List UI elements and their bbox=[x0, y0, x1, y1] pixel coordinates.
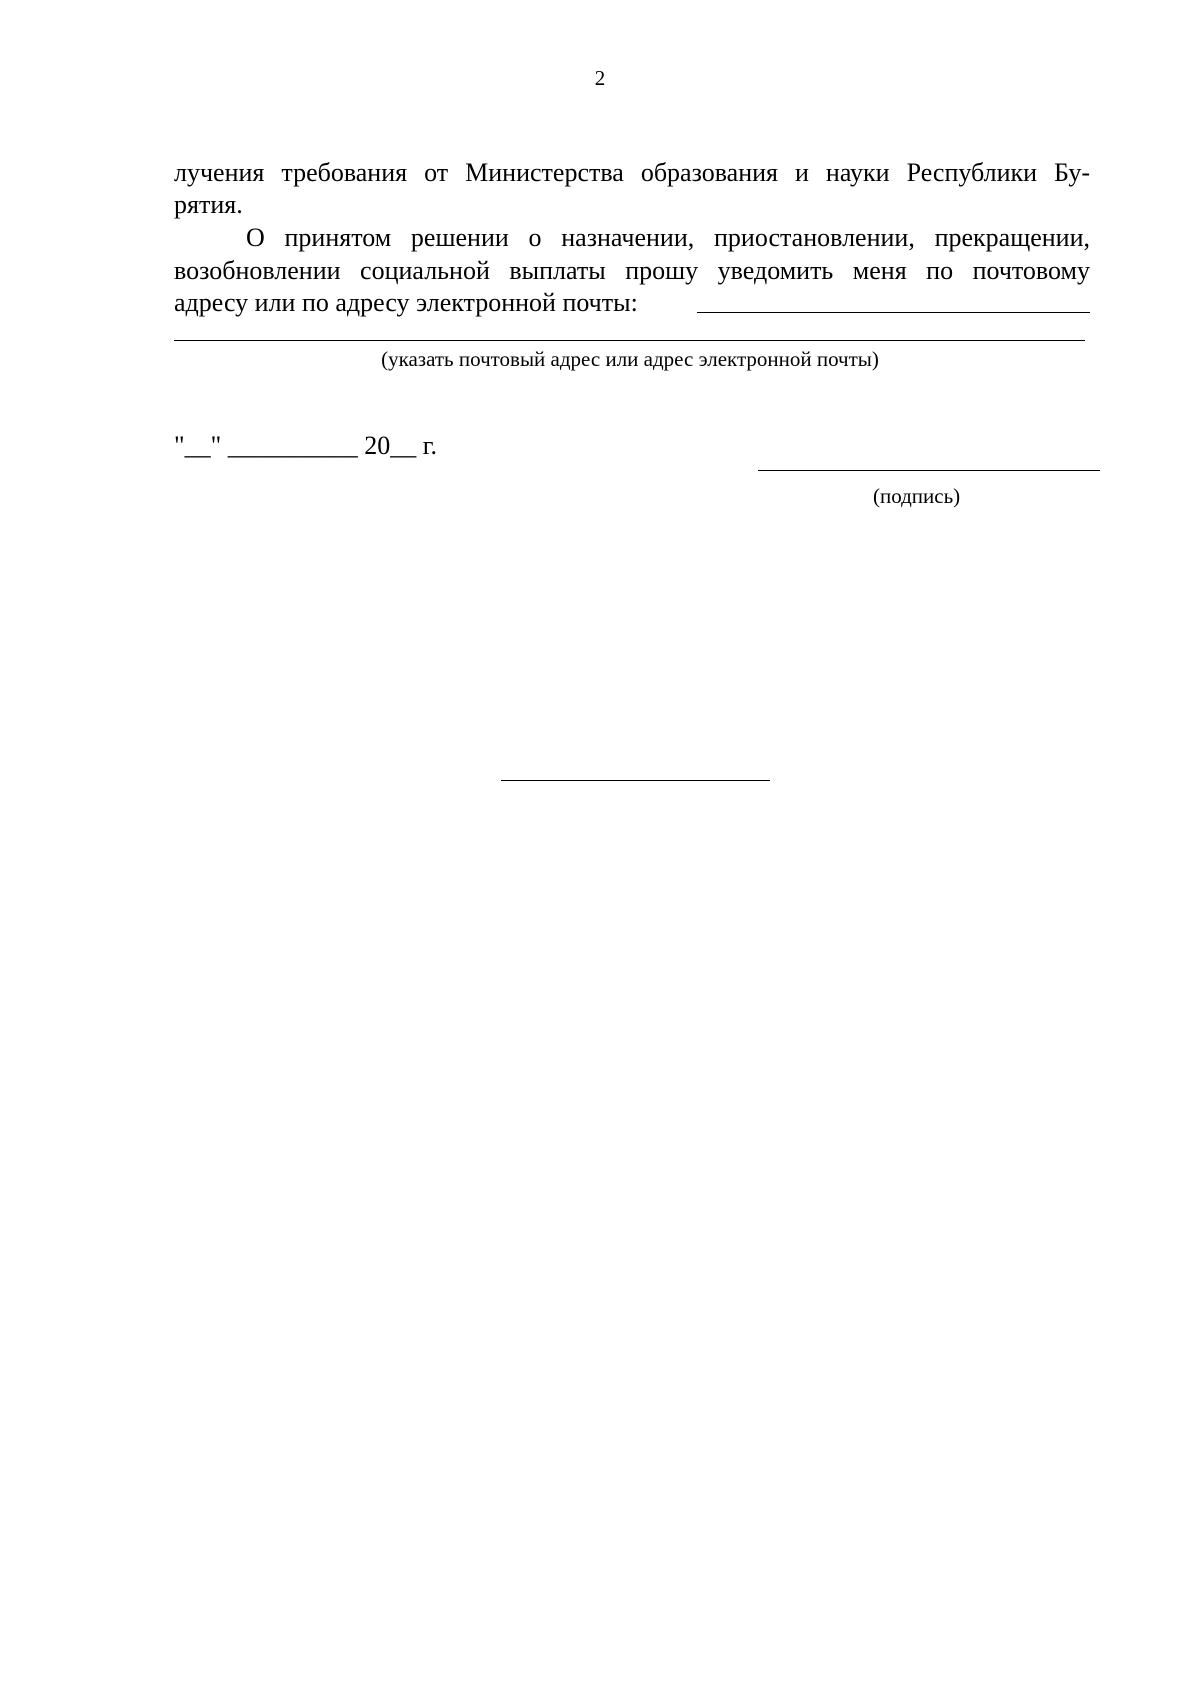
date-field[interactable]: "__" __________ 20__ г. bbox=[174, 431, 437, 460]
address-field-line[interactable] bbox=[174, 340, 1085, 341]
signature-line[interactable] bbox=[758, 470, 1100, 471]
signature-caption: (подпись) bbox=[873, 484, 961, 508]
page-number: 2 bbox=[594, 66, 606, 90]
body-line-2: рятия. bbox=[174, 190, 243, 219]
body-line-1: лучения требования от Министерства образования и науки Республики Бу- bbox=[174, 158, 1090, 187]
address-caption: (указать почтовый адрес или адрес электронной почты) bbox=[381, 347, 879, 371]
address-field-line-end[interactable] bbox=[697, 312, 1090, 313]
body-line-5-text: адресу или по адресу электронной почты: bbox=[174, 288, 638, 317]
end-of-document-rule bbox=[501, 780, 770, 781]
body-line-3: О принятом решении о назначении, приостановлении, прекращении, bbox=[246, 223, 1090, 252]
body-line-4: возобновлении социальной выплаты прошу уведомить меня по почтовому bbox=[174, 256, 1090, 285]
